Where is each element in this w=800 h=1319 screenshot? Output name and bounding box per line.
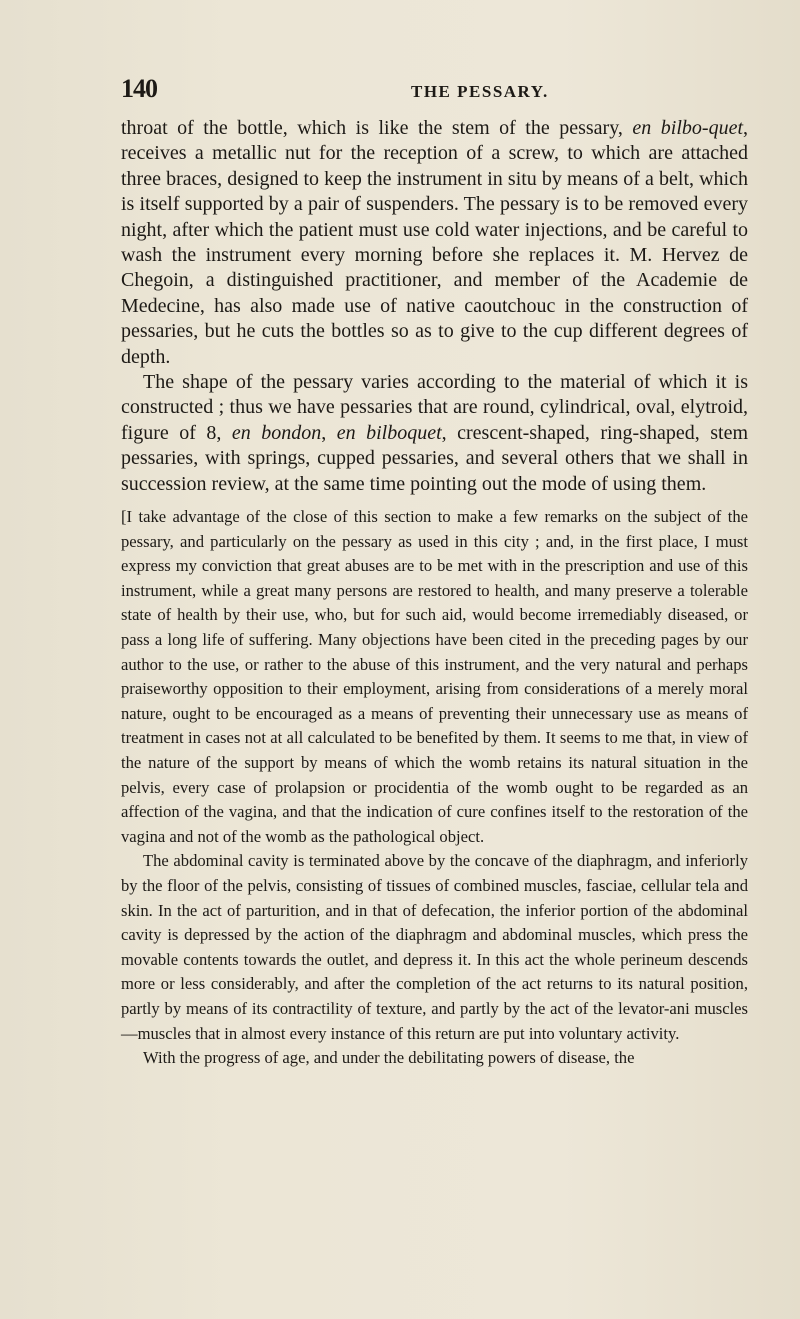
page-number: 140 <box>121 74 157 103</box>
editor-note <box>121 505 748 1071</box>
paragraph-5: With the progress of age, and under the debilitating powers of disease, the <box>143 1048 635 1068</box>
main-text <box>121 116 748 497</box>
paragraph-1: throat of the bottle, which is like the stem of the pessary, en bilbo-quet, receives a metallic nut for the reception of a screw, to which are attached three braces, designed to keep the instrument in situ by means of a belt, which is itself supported by a pair of suspenders. The pessary is to be removed every night, after which the patient must use cold water injections, and be careful to wash the instrument every morning before she replaces it. M. Hervez de Chegoin, a distinguished practitioner, and member of the Academie de Medecine, has also made use of native caoutchouc in the construction of pessaries, but he cuts the bottles so as to give to the cup different degrees of depth. <box>121 117 748 368</box>
page-body <box>121 116 748 1071</box>
paragraph-4: The abdominal cavity is terminated above by the concave of the diaphragm, and inferiorly by the floor of the pelvis, consisting of tissues of combined muscles, fasciae, cellular tela and skin. In the act of parturition, and in that of defecation, the inferior portion of the abdominal cavity is depressed by the action of the diaphragm and abdominal muscles, which press the movable contents towards the outlet, and depress it. In this act the whole perineum descends more or less considerably, and after the completion of the act returns to its natural position, partly by means of its contractility of texture, and partly by the act of the levator-ani muscles—muscles that in almost every instance of this return are put into voluntary activity. <box>121 851 748 1043</box>
paragraph-2: The shape of the pessary varies according to the material of which it is constructed ; thus we have pessaries that are round, cylindrical, oval, elytroid, figure of 8, en bondon, en bilboquet, crescent-shaped, ring-shaped, stem pessaries, with springs, cupped pessaries, and several others that we shall in succession review, at the same time pointing out the mode of using them. <box>121 371 748 495</box>
page-header <box>121 74 741 104</box>
paragraph-3: [I take advantage of the close of this section to make a few remarks on the subject of the pessary, and particularly on the pessary as used in this city ; and, in the first place, I must express my conviction that great abuses are to be met with in the prescription and use of this instrument, while a great many persons are restored to health, and many preserve a tolerable state of health by their use, who, but for such aid, would become irremediably diseased, or pass a long life of suffering. Many objections have been cited in the preceding pages by our author to the use, or rather to the abuse of this instrument, and the very natural and perhaps praiseworthy opposition to their employment, arising from considerations of a merely moral nature, ought to be encouraged as a means of preventing their unnecessary use as means of treatment in cases not at all calculated to be benefited by them. It seems to me that, in view of the nature of the support by means of which the womb retains its natural situation in the pelvis, every case of prolapsion or procidentia of the womb ought to be regarded as an affection of the vagina, and that the indication of cure confines itself to the restoration of the vagina and not of the womb as the pathological object. <box>121 507 748 846</box>
running-head: THE PESSARY. <box>411 82 549 101</box>
